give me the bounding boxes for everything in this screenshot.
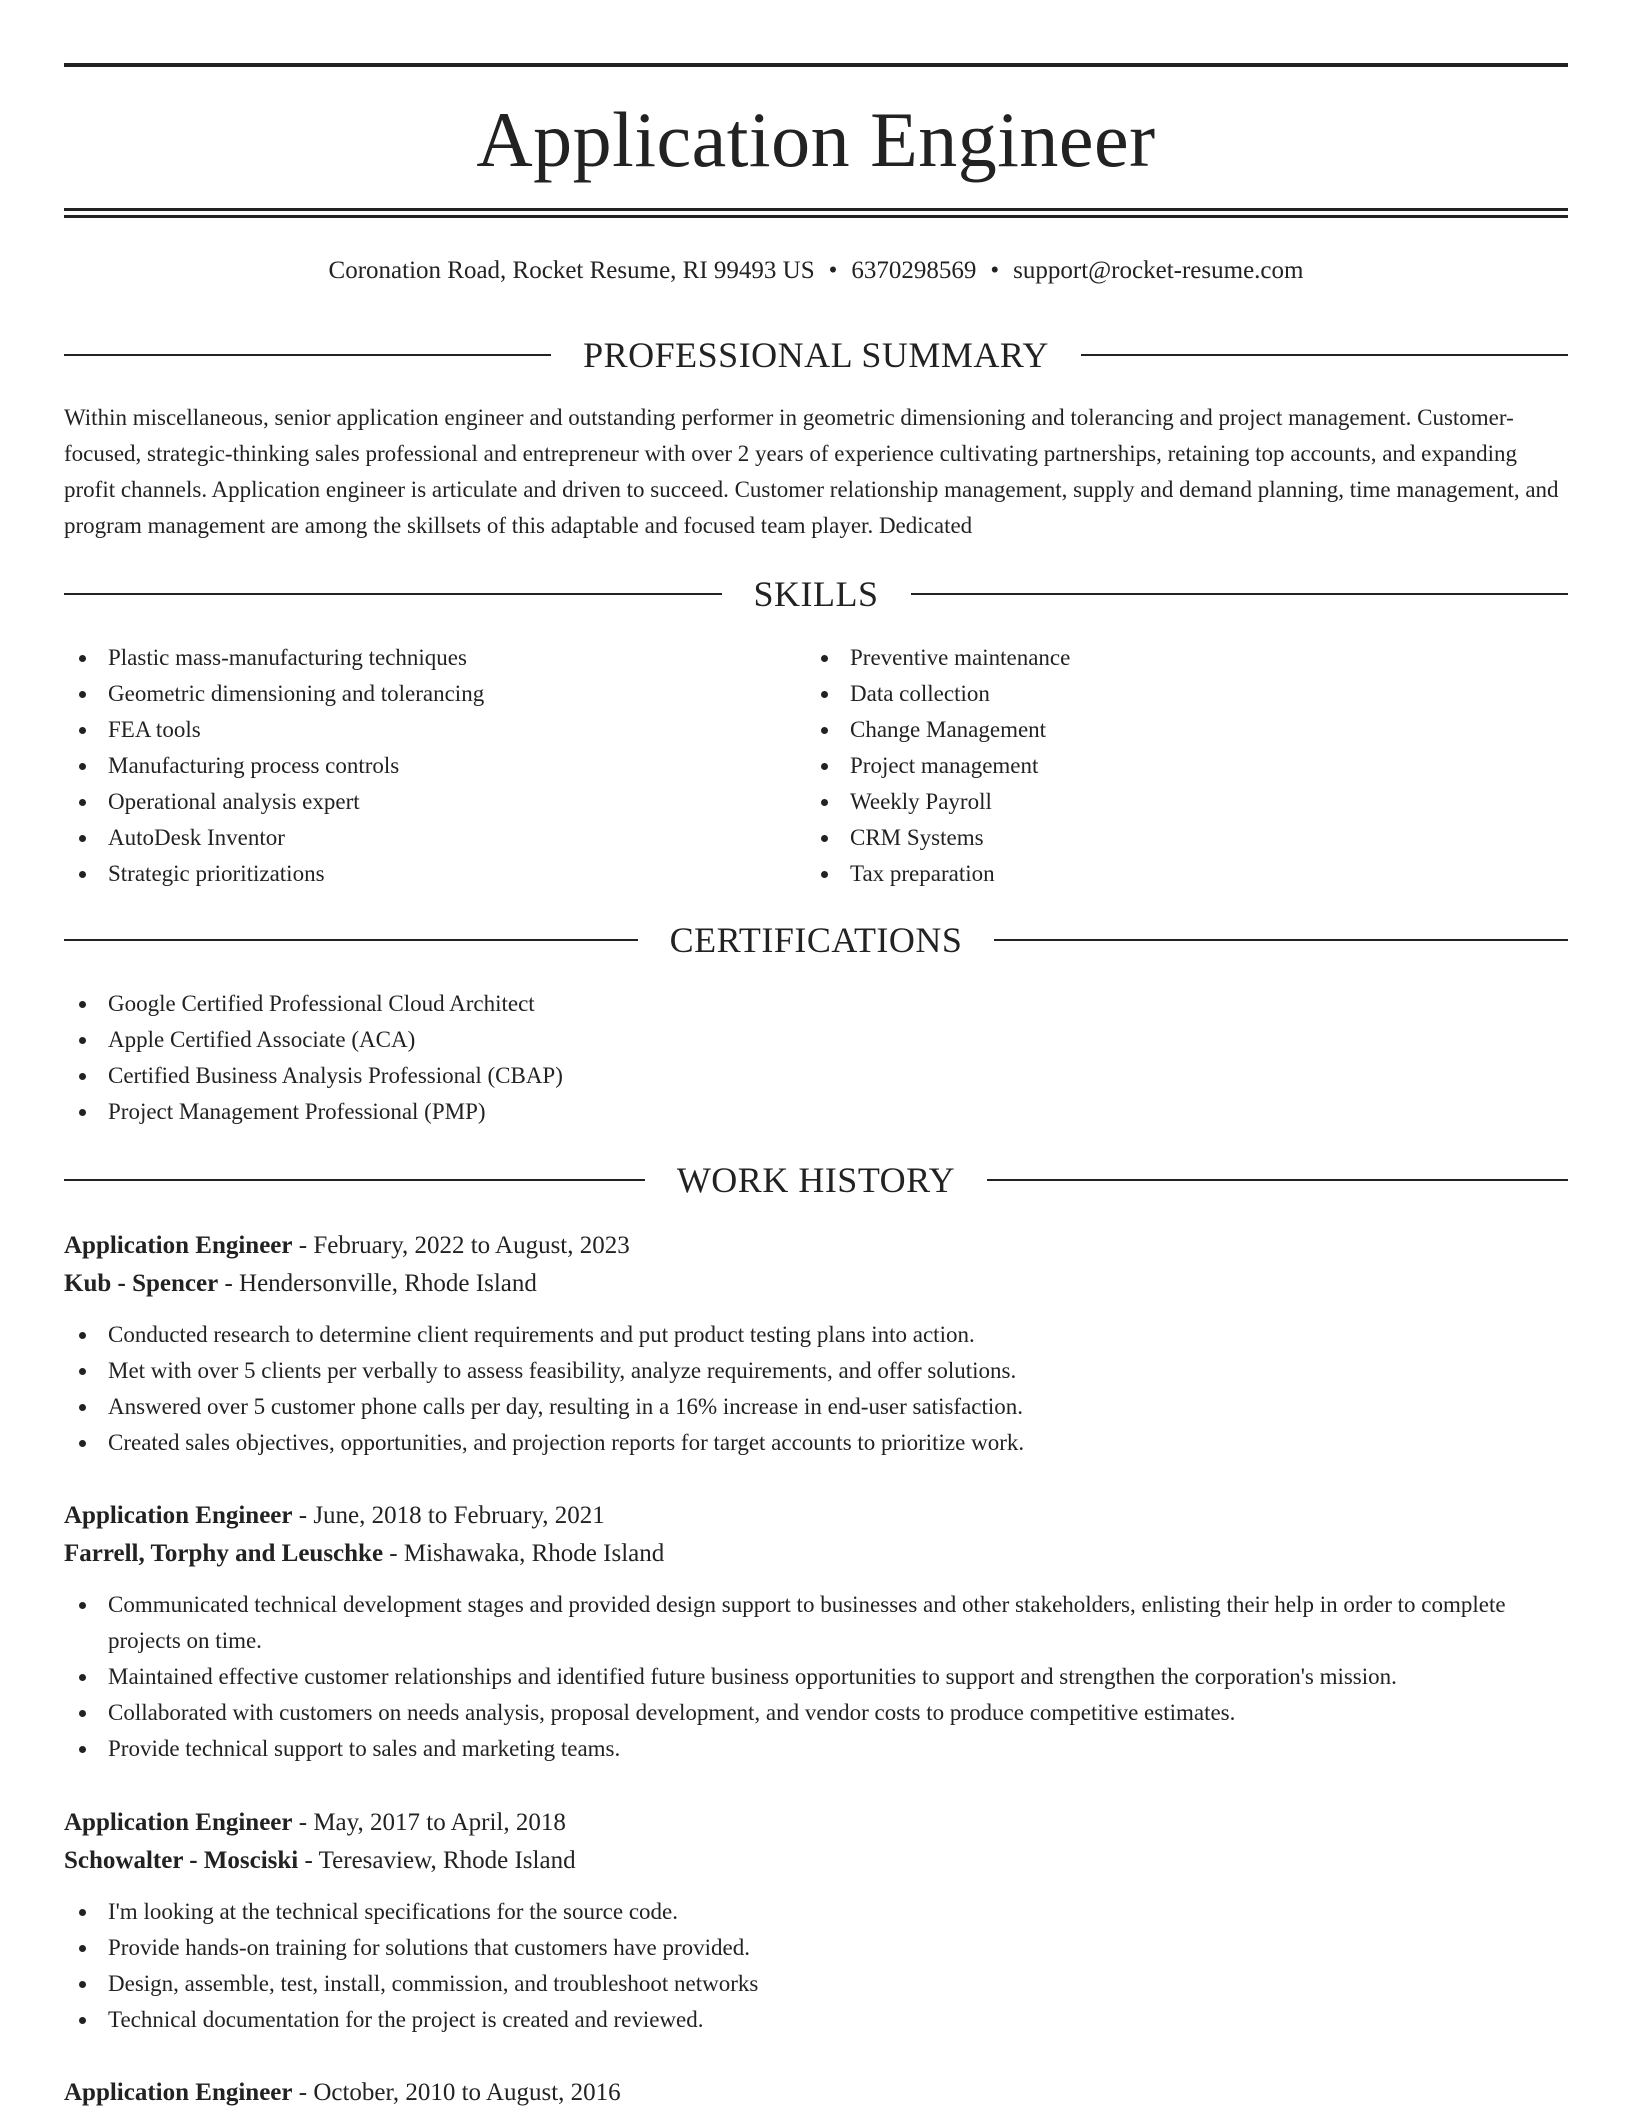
certification-item: Project Management Professional (PMP) [64, 1094, 1064, 1130]
job-title: Application Engineer [64, 1809, 293, 1836]
dash: - [292, 1809, 314, 1836]
skill-item: Project management [806, 748, 1506, 784]
heading-rule [911, 593, 1569, 595]
skills-heading: SKILLS [753, 574, 879, 614]
heading-rule [1081, 354, 1568, 356]
skill-item: Change Management [806, 712, 1506, 748]
job-bullets [64, 1317, 1568, 1461]
job-title: Application Engineer [64, 2079, 293, 2106]
job-bullet: Maintained effective customer relationships and identified future business opportunities to support and strengthen the corporation's mission. [64, 1659, 1568, 1695]
job-bullet: Created sales objectives, opportunities, and projection reports for target accounts to prioritize work. [64, 1425, 1568, 1461]
job-bullet: Provide hands-on training for solutions that customers have provided. [64, 1930, 1568, 1966]
job-bullet: Answered over 5 customer phone calls per day, resulting in a 16% increase in end-user satisfaction. [64, 1389, 1568, 1425]
certification-item: Certified Business Analysis Professional (CBAP) [64, 1058, 1064, 1094]
skill-item: Plastic mass-manufacturing techniques [64, 640, 764, 676]
certification-item: Apple Certified Associate (ACA) [64, 1022, 1064, 1058]
skills-heading-row [64, 572, 1568, 616]
job-bullet: I'm looking at the technical specifications for the source code. [64, 1894, 1568, 1930]
job-bullets [64, 1894, 1568, 2038]
job-title-line [64, 2074, 1568, 2112]
job-entry [64, 1497, 1568, 1767]
dash: - [292, 2079, 314, 2106]
skills-list-right [806, 640, 1506, 892]
contact-address: Coronation Road, Rocket Resume, RI 99493 US [328, 257, 815, 284]
job-dates: October, 2010 to August, 2016 [313, 2079, 621, 2106]
heading-rule [64, 354, 551, 356]
skill-item: Weekly Payroll [806, 784, 1506, 820]
skill-item: Geometric dimensioning and tolerancing [64, 676, 764, 712]
skills-list-left [64, 640, 764, 892]
job-dates: February, 2022 to August, 2023 [313, 1232, 630, 1259]
job-title-line [64, 1227, 1568, 1265]
job-bullets [64, 1587, 1568, 1767]
heading-rule [64, 939, 638, 941]
job-entry [64, 1804, 1568, 2038]
resume-title: Application Engineer [476, 96, 1156, 183]
job-location: Mishawaka, Rhode Island [403, 1540, 665, 1567]
skill-item: Tax preparation [806, 856, 1506, 892]
job-location: Teresaview, Rhode Island [318, 1847, 576, 1874]
job-bullet: Technical documentation for the project is created and reviewed. [64, 2002, 1568, 2038]
title-double-rule [64, 208, 1568, 218]
job-dates: June, 2018 to February, 2021 [313, 1502, 605, 1529]
certification-item: Google Certified Professional Cloud Architect [64, 986, 1064, 1022]
contact-separator: • [828, 257, 838, 284]
job-dates: May, 2017 to April, 2018 [313, 1809, 566, 1836]
dash: - [292, 1232, 314, 1259]
job-title-line [64, 1804, 1568, 1842]
work-heading-row [64, 1158, 1568, 1202]
job-title-line [64, 1497, 1568, 1535]
skill-item: CRM Systems [806, 820, 1506, 856]
job-bullet: Collaborated with customers on needs analysis, proposal development, and vendor costs to produce competitive estimates. [64, 1695, 1568, 1731]
top-rule [64, 63, 1568, 67]
job-company: Schowalter - Mosciski [64, 1847, 299, 1874]
job-bullet: Design, assemble, test, install, commission, and troubleshoot networks [64, 1966, 1568, 2002]
contact-line [64, 254, 1568, 288]
job-company-line [64, 1265, 1568, 1303]
skill-item: Operational analysis expert [64, 784, 764, 820]
contact-separator: • [990, 257, 1000, 284]
heading-rule [64, 1179, 645, 1181]
job-title: Application Engineer [64, 1232, 293, 1259]
skill-item: Strategic prioritizations [64, 856, 764, 892]
skill-item: Data collection [806, 676, 1506, 712]
job-title: Application Engineer [64, 1502, 293, 1529]
summary-heading-row [64, 333, 1568, 377]
job-location: Hendersonville, Rhode Island [239, 1270, 537, 1297]
dash: - [298, 1847, 319, 1874]
job-bullet: Provide technical support to sales and marketing teams. [64, 1731, 1568, 1767]
heading-rule [987, 1179, 1568, 1181]
skill-item: AutoDesk Inventor [64, 820, 764, 856]
summary-heading: PROFESSIONAL SUMMARY [583, 335, 1049, 375]
summary-text: Within miscellaneous, senior application engineer and outstanding performer in geometric dimensioning and tolerancing and project management. Customer-focused, strategic-thinking sales professional and entrepreneur with over 2 years of experience cultivating partnerships, retaining top accounts, and expanding profit channels. Application engineer is articulate and driven to succeed. Customer relationship management, supply and demand planning, time management, and program management are among the skillsets of this adaptable and focused team player. Dedicated [64, 405, 1559, 538]
contact-email: support@rocket-resume.com [1013, 257, 1304, 284]
contact-phone: 6370298569 [851, 257, 977, 284]
dash: - [383, 1540, 404, 1567]
certifications-heading: CERTIFICATIONS [669, 920, 963, 960]
certifications-heading-row [64, 918, 1568, 962]
work-heading: WORK HISTORY [676, 1160, 956, 1200]
job-company: Kub - Spencer [64, 1270, 219, 1297]
job-bullet: Met with over 5 clients per verbally to assess feasibility, analyze requirements, and offer solutions. [64, 1353, 1568, 1389]
skill-item: Preventive maintenance [806, 640, 1506, 676]
job-bullet: Conducted research to determine client requirements and put product testing plans into action. [64, 1317, 1568, 1353]
heading-rule [64, 593, 722, 595]
dash: - [292, 1502, 314, 1529]
job-company-line [64, 1842, 1568, 1880]
heading-rule [994, 939, 1568, 941]
skill-item: FEA tools [64, 712, 764, 748]
job-company-line [64, 1535, 1568, 1573]
certifications-list [64, 986, 1064, 1130]
job-entry [64, 2074, 1568, 2112]
job-company: Farrell, Torphy and Leuschke [64, 1540, 384, 1567]
skill-item: Manufacturing process controls [64, 748, 764, 784]
job-entry [64, 1227, 1568, 1461]
dash: - [218, 1270, 240, 1297]
job-bullet: Communicated technical development stages and provided design support to businesses and other stakeholders, enlisting their help in order to complete projects on time. [64, 1587, 1568, 1659]
